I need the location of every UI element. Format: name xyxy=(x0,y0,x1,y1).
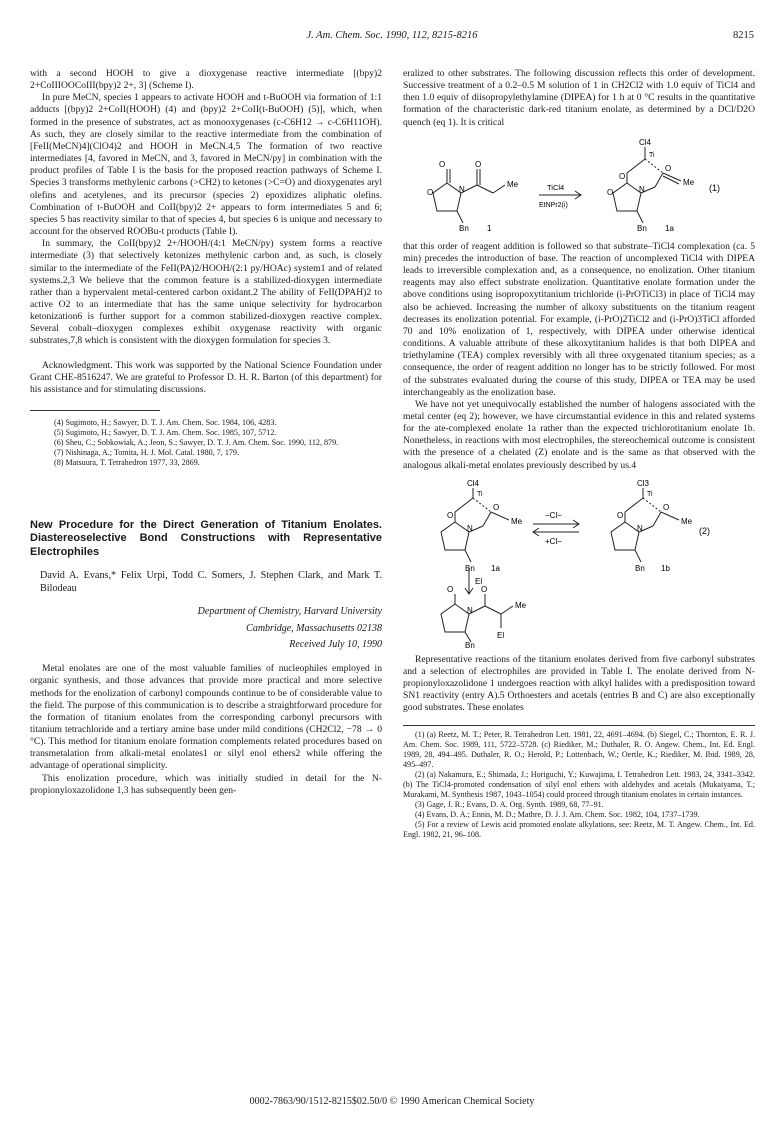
received-date: Received July 10, 1990 xyxy=(289,639,382,651)
atom-label: O xyxy=(665,163,672,173)
reagent-label: −Cl− xyxy=(545,510,562,520)
atom-label: O xyxy=(493,502,500,512)
compound-number: 1b xyxy=(661,563,670,573)
reference: (5) Sugimoto, H.; Sawyer, D. T. J. Am. Chem. Soc. 1985, 107, 5712. xyxy=(54,428,277,438)
reference: (5) For a review of Lewis acid promoted enolate alkylations, see: Reetz, M. T. Angew. Chem., Int. Ed. Engl. 1982, 21, 96–108. xyxy=(403,820,755,840)
right-column xyxy=(403,68,755,841)
reference: (6) Sheu, C.; Sobkowiak, A.; Jeon, S.; Sawyer, D. T. J. Am. Chem. Soc. 1990, 112, 879. xyxy=(54,438,339,448)
footnote-divider xyxy=(30,410,160,411)
methyl-label: Me xyxy=(683,177,695,187)
atom-label: O xyxy=(607,187,614,197)
paragraph: Metal enolates are one of the most valuable families of nucleophiles employed in organic synthesis, and those advances that provide more practical and more selective methods for the enolization of carbonyl compounds continue to be of considerable value to the field. The purpose of this communication is to describe a straightforward procedure for the formation of titanium enolates from the corresponding carbonyl precursors with titanium tetrachloride and a tertiary amine base under mild conditions (CH2Cl2, −78 → 0 °C). This method for titanium enolate formation complements related procedures based on transmetalation from alkali-metal enolates1 or silyl enol ethers2 while offering the advantage of operational simplicity. xyxy=(30,663,382,772)
reagent-label: TiCl4 xyxy=(547,182,565,192)
atom-label: O xyxy=(663,502,670,512)
methyl-label: Me xyxy=(511,516,523,526)
compound-number: 1a xyxy=(665,223,674,233)
benzyl-label: Bn xyxy=(635,563,645,573)
reference: (4) Sugimoto, H.; Sawyer, D. T. J. Am. Chem. Soc. 1984, 106, 4283. xyxy=(54,418,277,428)
atom-label: N xyxy=(639,184,645,194)
reference: (1) (a) Reetz, M. T.; Peter, R. Tetrahedron Lett. 1981, 22, 4691–4694. (b) Siegel, C.; Thornton, E. R. J. Am. Chem. Soc. 1989, 111, 5722–5728. (c) Riediker, M.; Duthaler, R. O. Angew. Chem., Int. Ed. Engl. 1989, 28, 494–495. Duthaler, R. O.; Herold, P.; Lottenbach, W.; Oertle, K.; Riediker, M. Ibid. 1989, 28, 495–497. xyxy=(403,729,755,769)
reference: (2) (a) Nakamura, E.; Shimada, J.; Horiguchi, Y.; Kuwajima, I. Tetrahedron Lett. 1983, 24, 3341–3342. (b) The TiCl4-promoted condensation of silyl enol ethers with aldehydes and acetals (Mukaiyama, T.; Murakami, M. Synthesis 1987, 1043–1054) could proceed through titanium enolates in certain instances. xyxy=(403,769,755,800)
reagent-label: +Cl− xyxy=(545,536,562,546)
electrophile-label: El xyxy=(497,630,505,640)
atom-label: Ti xyxy=(647,490,653,498)
atom-label: O xyxy=(481,584,488,594)
chloride-label: Cl4 xyxy=(639,137,652,147)
reference: (8) Matsuura, T. Tetrahedron 1977, 33, 2869. xyxy=(54,458,200,468)
atom-label: Ti xyxy=(477,490,483,498)
paragraph: In pure MeCN, species 1 appears to activate HOOH and t-BuOOH via formation of 1:1 adducts [(bpy)2 2+CoII(HOOH) (4) and (bpy)2 2+CoII(t-BuOOH) (5)], which, when formed in the presence of substrates, act as monooxygenases (c-C6H12 → c-C6H11OH). As such, they are closely similar to the reactive intermediate from the combination of [FeII(MeCN)4](ClO4)2 and HOOH in MeCN.4,5 The formation of two reactive intermediates [4, favored in MeCN, and 3, favored in MeCN/py] in combination with the product profiles of Table I is the basis for the proposed reaction pathways of Scheme I. Species 3 transforms methylenic carbons (>CH2) to ketones (>C=O) and dioxygenates aryl olefins and acetylenes, and its precursor (species 2) epoxidizes aliphatic olefins. Combination of t-BuOOH and CoII(bpy)2 2+ appears to form intermediates 5 and 6; species 5 has reactivity similar to that of species 4, but species 6 is unique and necessary to account for the observed ROOBu-t products (Table I). xyxy=(30,92,382,238)
journal-citation: J. Am. Chem. Soc. 1990, 112, 8215-8216 xyxy=(306,30,478,41)
chloride-label: Cl3 xyxy=(637,478,650,488)
atom-label: N xyxy=(459,184,465,194)
paragraph: that this order of reagent addition is followed so that substrate–TiCl4 complexation (ca. 5 min) precedes the introduction of base. The reaction of uncomplexed TiCl4 with DIPEA leads to irreversible complexation and, as a consequence, no enolization. Other titanium reagents may also effect substrate enolization. Quantitative enolate formation under the above conditions using isopropoxytitanium trichloride (i-PrOTiCl3) in place of TiCl4 may also be achieved. Increasing the number of alkoxy substituents on the titanium reagent decreases its enolization potential. For example, (i-PrO)2TiCl2 and (i-PrO)3TiCl afforded 70 and 10% enolization of 1, respectively, with DIPEA under otherwise identical conditions. A valuable attribute of these alkoxytitanium halides is that both DIPEA and triethylamine (TEA) complex reversibly with all three oxygenated titanium species; as a consequence, the order of reagent addition no longer has to be strictly followed. For most of the substrates evaluated during the course of this study, DIPEA or TEA may be used interchangeably as the enolization base. xyxy=(403,240,755,398)
copyright-footer: 0002-7863/90/1512-8215$02.50/0 © 1990 American Chemical Society xyxy=(249,1096,535,1107)
electrophile-label: El xyxy=(475,576,483,586)
benzyl-label: Bn xyxy=(465,640,475,648)
paragraph: We have not yet unequivocally established the number of halogens associated with the metal center (eq 2); however, we have circumstantial evidence in this and related systems for the ate-complexed enolate 1a rather than the expected trichlorotitanium enolate 1b. Nonetheless, in reactions with most electrophiles, the stereochemical outcome is consistent with the presence of a chelated (Z) enolate and is the same as that observed with the analogous alkali-metal enolates previously described by us.4 xyxy=(403,398,755,471)
equation-number: (1) xyxy=(709,182,720,193)
atom-label: O xyxy=(427,187,434,197)
atom-label: O xyxy=(617,510,624,520)
equation-1-scheme xyxy=(419,135,739,235)
atom-label: O xyxy=(439,159,446,169)
equation-2-scheme xyxy=(429,478,729,648)
equation-number: (2) xyxy=(699,525,710,536)
atom-label: N xyxy=(637,523,643,533)
reference: (4) Evans, D. A.; Ennis, M. D.; Mathre, D. J. J. Am. Chem. Soc. 1982, 104, 1737–1739. xyxy=(415,810,700,820)
article-title: New Procedure for the Direct Generation of Titanium Enolates. Diastereoselective Bond Constructions with Representative Electrophiles xyxy=(30,518,382,558)
author-list: David A. Evans,* Felix Urpi, Todd C. Somers, J. Stephen Clark, and Mark T. Bilodeau xyxy=(40,570,382,595)
atom-label: O xyxy=(475,159,482,169)
running-header xyxy=(30,30,754,46)
compound-number: 1a xyxy=(491,563,500,573)
methyl-label: Me xyxy=(507,179,519,189)
base-label: EtNPr2(i) xyxy=(539,201,568,209)
paragraph: Representative reactions of the titanium enolates derived from five carbonyl substrates and a selection of electrophiles are provided in Table I. The enolate derived from N-propionyloxazolidone 1 undergoes reaction with alkyl halides with a predisposition toward SN1 reactivity (entry A).5 Orthoesters and acetals (entries B and C) are also exceptionally good substrates. These enolates xyxy=(403,653,755,714)
atom-label: O xyxy=(447,584,454,594)
benzyl-label: Bn xyxy=(459,223,469,233)
paragraph: This enolization procedure, which was initially studied in detail for the N-propionyloxazolidone 1,3 has subsequently been gen- xyxy=(30,772,382,796)
benzyl-label: Bn xyxy=(465,563,475,573)
acknowledgment: Acknowledgment. This work was supported by the National Science Foundation under Grant CHE-8516247. We are grateful to Professor D. H. R. Barton (of this department) for his assistance and for stimulating discussions. xyxy=(30,359,382,395)
left-column xyxy=(30,68,382,797)
reference: (3) Gage, J. R.; Evans, D. A. Org. Synth. 1989, 68, 77–91. xyxy=(415,800,604,810)
atom-label: Ti xyxy=(649,151,655,159)
reference: (7) Nishinaga, A.; Tomita, H. J. Mol. Catal. 1980, 7, 179. xyxy=(54,448,239,458)
benzyl-label: Bn xyxy=(637,223,647,233)
methyl-label: Me xyxy=(681,516,693,526)
methyl-label: Me xyxy=(515,600,527,610)
paragraph: with a second HOOH to give a dioxygenase reactive intermediate [(bpy)2 2+CoIIIOOCoIII(bpy)2 2+, 3] (Scheme I). xyxy=(30,68,382,92)
footnote-divider xyxy=(403,725,755,726)
reference-list xyxy=(42,418,382,468)
atom-label: N xyxy=(467,605,473,615)
reference-list xyxy=(403,730,755,841)
compound-number: 1 xyxy=(487,223,492,233)
paragraph: In summary, the CoII(bpy)2 2+/HOOH/(4:1 MeCN/py) system forms a reactive intermediate (3) that selectively ketonizes methylenic carbon and, as such, is closely similar to the intermediate of the FeII(PA)2/HOOH/(2:1 py/HOAc) system1 and of related systems.2,3 We believe that the common feature is a stabilized-dioxygen intermediate rather than a hypervalent metal-centered carbon oxidant.2 The ability of FeII(DPAH)2 to active O2 to an intermediate that has the same unique selectivity for hydrocarbon ketonization6 is further support for a common stabilized-dioxygen reactive complex. Several cobalt–dioxygen complexes exhibit oxygenase reactivity with organic substrates,7,8 which is consistent with the dioxygen formulation for species 3. xyxy=(30,238,382,347)
chloride-label: Cl4 xyxy=(467,478,480,488)
affiliation-city: Cambridge, Massachusetts 02138 xyxy=(246,623,382,635)
paragraph: eralized to other substrates. The following discussion reflects this order of development. Successive treatment of a 0.2–0.5 M solution of 1 in CH2Cl2 with 1.0 equiv of TiCl4 and then 1.0 equiv of diisopropylethylamine (DIPEA) for 1 h at 0 °C results in the quantitative formation of the characteristic dark-red titanium enolate, as determined by a DCl/D2O quench (eq 1). It is critical xyxy=(403,68,755,128)
affiliation-department: Department of Chemistry, Harvard University xyxy=(197,606,382,618)
atom-label: O xyxy=(447,510,454,520)
page-number: 8215 xyxy=(733,30,754,41)
atom-label: N xyxy=(467,523,473,533)
atom-label: O xyxy=(619,171,626,181)
